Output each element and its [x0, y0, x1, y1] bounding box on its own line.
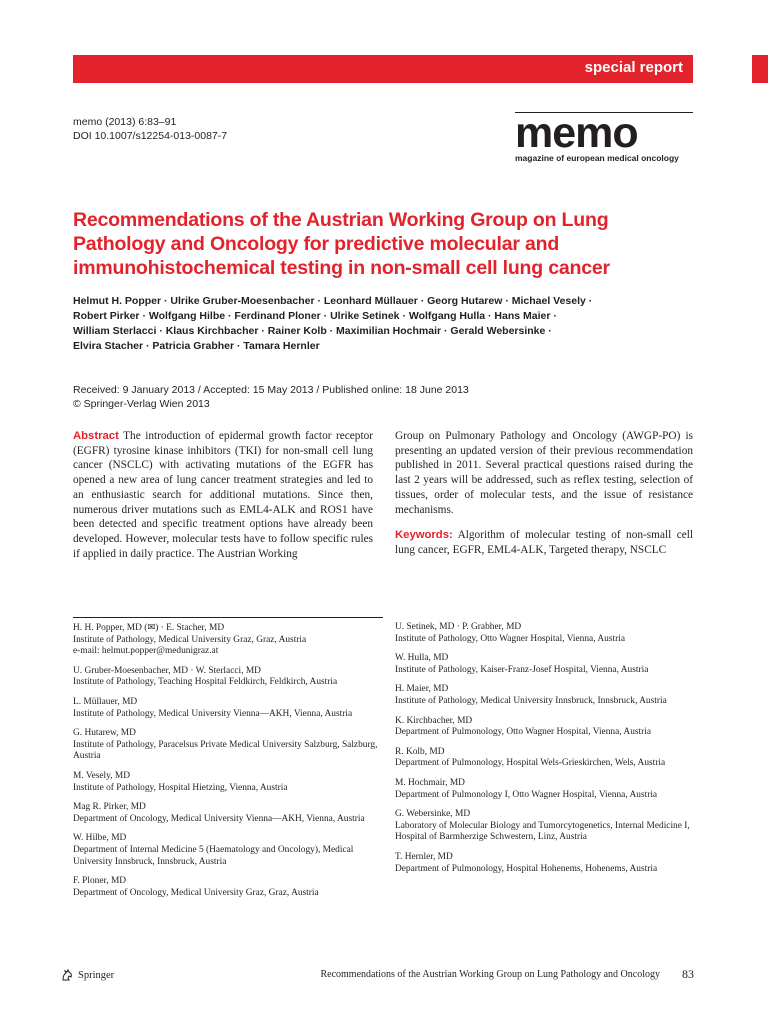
affiliation-names: U. Setinek, MD · P. Grabher, MD	[395, 622, 522, 632]
author-line: William Sterlacci · Klaus Kirchbacher · Rainer Kolb · Maximilian Hochmair · Gerald Webersinke ·	[73, 325, 552, 337]
page-number: 83	[682, 967, 694, 981]
affiliation-entry	[73, 623, 383, 658]
affiliation-entry	[395, 747, 693, 770]
affiliation-institution: Department of Internal Medicine 5 (Haematology and Oncology), Medical University Innsbruck, Innsbruck, Austria	[73, 844, 354, 867]
affiliation-names: U. Gruber-Moesenbacher, MD · W. Sterlacci, MD	[73, 665, 261, 676]
author-list	[73, 294, 703, 354]
keywords	[395, 528, 693, 557]
affiliation-entry	[73, 666, 383, 689]
affiliation-names: M. Vesely, MD	[73, 770, 131, 781]
abstract-text-right: Group on Pulmonary Pathology and Oncology (AWGP-PO) is presenting an updated version of their previous recommendation published in 2011. Several practical questions raised during the last 2 years will be addressed, such as reflex testing, selection of tissues, order of molecular tests, and the issue of resistance mechanisms.	[395, 430, 693, 516]
abstract-column-left	[73, 429, 373, 561]
affiliation-entry	[73, 802, 383, 825]
affiliation-names: M. Hochmair, MD	[395, 777, 465, 788]
running-title: Recommendations of the Austrian Working Group on Lung Pathology and Oncology	[320, 969, 660, 980]
affiliation-institution: Department of Pulmonology, Hospital Wels-Grieskirchen, Wels, Austria	[395, 758, 666, 769]
affiliation-entry	[395, 809, 693, 844]
affiliation-entry	[73, 697, 383, 720]
affiliation-institution: Institute of Pathology, Medical University Innsbruck, Innsbruck, Austria	[395, 695, 667, 706]
doi: DOI 10.1007/s12254-013-0087-7	[73, 130, 228, 142]
affiliation-entry	[395, 653, 693, 676]
affiliation-names: K. Kirchbacher, MD	[395, 715, 473, 726]
affiliation-names: T. Hernler, MD	[395, 851, 453, 862]
affiliation-institution: Institute of Pathology, Kaiser-Franz-Josef Hospital, Vienna, Austria	[395, 664, 649, 675]
affiliation-names: H. Maier, MD	[395, 684, 449, 695]
author-email-link[interactable]: e-mail: helmut.popper@medunigraz.at	[73, 646, 219, 657]
keywords-text: Algorithm of molecular testing of non-small cell lung cancer, EGFR, EML4-ALK, Targeted therapy, NSCLC	[395, 529, 693, 556]
received-dates: Received: 9 January 2013 / Accepted: 15 May 2013 / Published online: 18 June 2013	[73, 384, 469, 396]
affiliation-institution: Institute of Pathology, Otto Wagner Hospital, Vienna, Austria	[395, 633, 625, 644]
affiliation-entry	[395, 778, 693, 801]
affiliation-names: L. Müllauer, MD	[73, 696, 138, 707]
page-edge-tab	[752, 55, 768, 83]
publisher-name: Springer	[78, 969, 115, 981]
author-line: Elvira Stacher · Patricia Grabher · Tamara Hernler	[73, 340, 320, 352]
affiliation-entry	[73, 728, 383, 763]
logo-wordmark: memo	[515, 109, 638, 157]
affiliation-institution: Department of Oncology, Medical University Vienna—AKH, Vienna, Austria	[73, 813, 365, 824]
affiliation-institution: Institute of Pathology, Paracelsus Private Medical University Salzburg, Salzburg, Austria	[73, 739, 378, 762]
copyright: © Springer-Verlag Wien 2013	[73, 398, 210, 410]
affiliation-institution: Institute of Pathology, Hospital Hietzing, Vienna, Austria	[73, 782, 288, 793]
affiliation-institution: Department of Pulmonology I, Otto Wagner Hospital, Vienna, Austria	[395, 789, 658, 800]
author-line: Robert Pirker · Wolfgang Hilbe · Ferdinand Ploner · Ulrike Setinek · Wolfgang Hulla · Hans Maier ·	[73, 310, 557, 322]
affiliation-institution: Department of Oncology, Medical University Graz, Graz, Austria	[73, 887, 319, 898]
affiliation-institution: Institute of Pathology, Medical University Vienna—AKH, Vienna, Austria	[73, 708, 353, 719]
section-banner	[73, 55, 693, 83]
affiliation-names: G. Webersinke, MD	[395, 809, 471, 820]
springer-horse-icon	[60, 968, 74, 982]
affiliation-institution: Department of Pulmonology, Otto Wagner Hospital, Vienna, Austria	[395, 727, 652, 738]
affiliation-names: W. Hulla, MD	[395, 653, 449, 664]
affiliations-left	[73, 617, 383, 907]
logo-tagline: magazine of european medical oncology	[515, 153, 679, 163]
author-line: Helmut H. Popper · Ulrike Gruber-Moesenbacher · Leonhard Müllauer · Georg Hutarew · Michael Vesely ·	[73, 295, 593, 307]
affiliation-names: W. Hilbe, MD	[73, 833, 127, 844]
section-label: special report	[584, 59, 683, 76]
affiliation-entry	[395, 716, 693, 739]
memo-logo	[515, 109, 693, 164]
affiliation-names: G. Hutarew, MD	[73, 728, 136, 739]
affiliation-entry	[73, 771, 383, 794]
affiliation-names: F. Ploner, MD	[73, 876, 127, 887]
affiliation-names: H. H. Popper, MD (✉) · E. Stacher, MD	[73, 623, 225, 633]
affiliation-institution: Institute of Pathology, Teaching Hospital Feldkirch, Feldkirch, Austria	[73, 677, 338, 688]
journal-citation: memo (2013) 6:83–91	[73, 116, 177, 128]
publisher-mark	[60, 968, 114, 982]
citation	[73, 115, 227, 143]
affiliation-entry	[73, 833, 383, 868]
affiliation-institution: Department of Pulmonology, Hospital Hohenems, Hohenems, Austria	[395, 863, 658, 874]
abstract-text-left: The introduction of epidermal growth factor receptor (EGFR) tyrosine kinase inhibitors (TKI) for non-small cell lung cancer (NSCLC) with activating mutations of the EGFR has opened a new area of lung cancer treatment strategies and led to an enthusiastic search for additional mutations. Since then, numerous driver mutations such as EML4-ALK and ROS1 have been detected and specific treatment options have already been developed. However, molecular tests have to follow specific rules if applied in daily practice. The Austrian Working	[73, 430, 373, 560]
abstract-label: Abstract	[73, 430, 119, 442]
article-title: Recommendations of the Austrian Working Group on Lung Pathology and Oncology for predictive molecular and immunohistochemical testing in non-small cell lung cancer	[73, 209, 610, 279]
page-footer	[60, 967, 700, 985]
affiliation-entry	[395, 852, 693, 875]
affiliation-entry	[395, 622, 693, 645]
affiliation-entry	[73, 876, 383, 899]
publication-history	[73, 383, 469, 411]
affiliation-names: Mag R. Pirker, MD	[73, 802, 146, 813]
keywords-label: Keywords:	[395, 529, 453, 542]
affiliation-institution: Institute of Pathology, Medical University Graz, Graz, Austria	[73, 634, 307, 645]
affiliation-entry	[395, 684, 693, 707]
affiliation-names: R. Kolb, MD	[395, 746, 445, 757]
affiliation-institution: Laboratory of Molecular Biology and Tumorcytogenetics, Internal Medicine I, Hospital of Barmherzige Schwestern, Linz, Austria	[395, 820, 690, 843]
abstract-column-right	[395, 429, 693, 558]
affiliations-right	[395, 622, 693, 883]
